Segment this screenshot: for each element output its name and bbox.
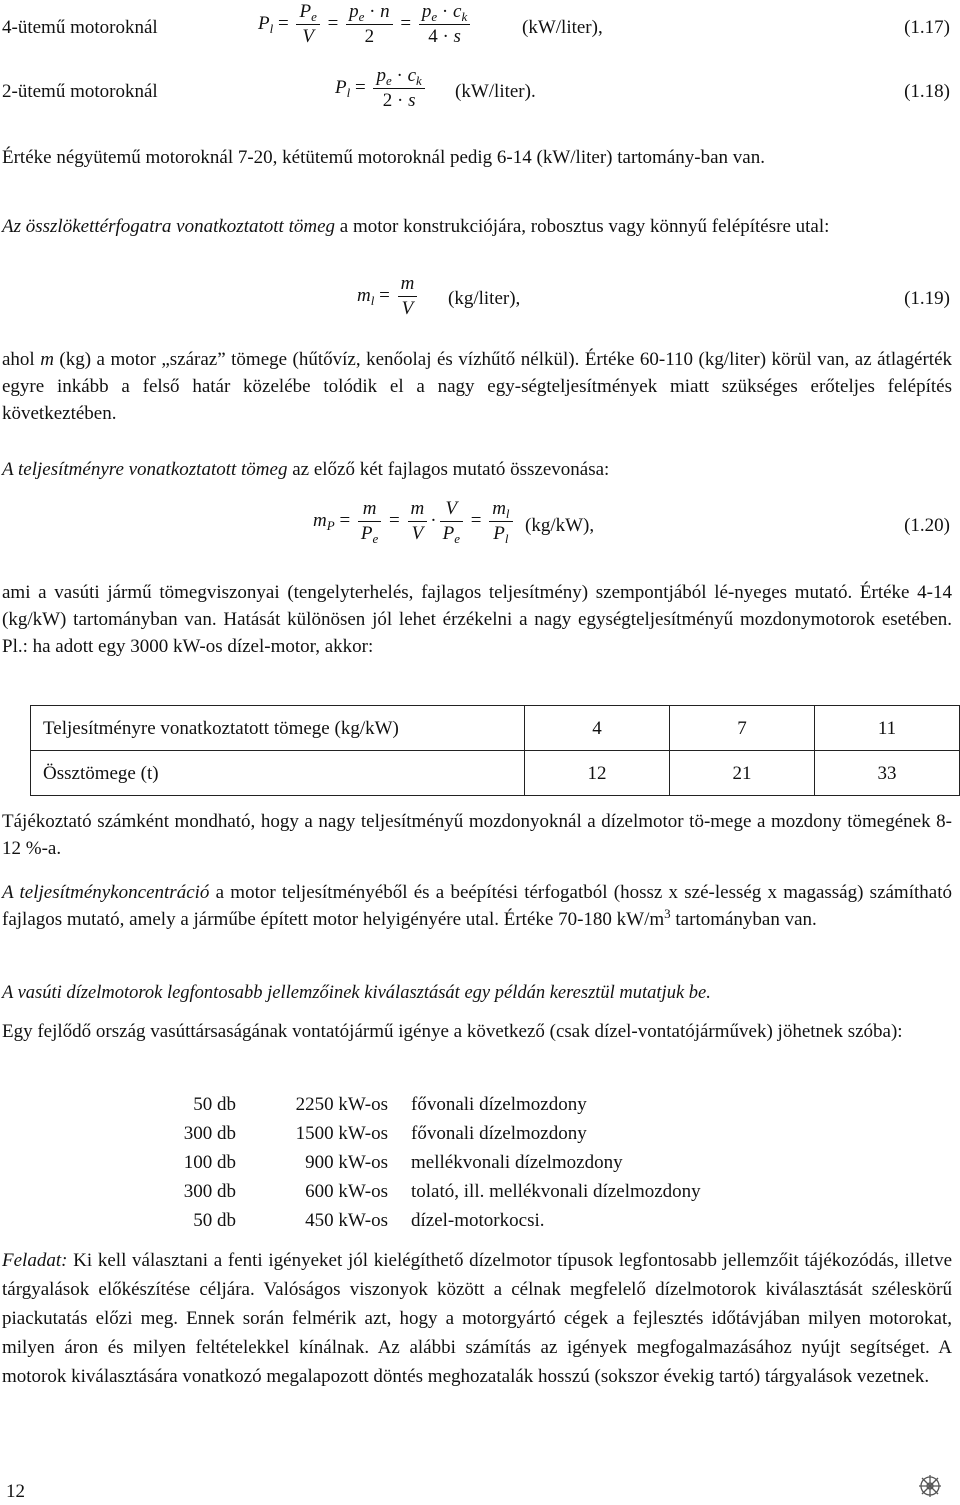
table-row — [31, 706, 960, 751]
paragraph — [2, 1246, 952, 1391]
paragraph: Értéke négyütemű motoroknál 7-20, kétütemű motoroknál pedig 6-14 (kW/liter) tartomány-ban van. — [2, 147, 765, 168]
superscript: 3 — [664, 906, 671, 921]
paragraph-text: Ki kell választani a fenti igényeket jól kielégíthető dízelmotor típusok legfontosabb jellemzőit tájékozódás, illetve tárgyalások előkészítése céljára. Valóságos viszonyok között a célnak megfelelő dízelmotorok kiválasztását széleskörű piackutatás előzi meg. Ennek során felmérik azt, hogy a motorgyártó cégek a fejlesztés időtávjában milyen motorokat, milyen áron és milyen feltételekkel kínálnak. Az alábbi számítás az igények megfogalmazásához nyújt segítséget. A motorok kiválasztására vonatkozó megalapozott döntés meghozatalák hosszú (sokszor évekig tartó) tárgyalások vezetnek. — [2, 1250, 952, 1387]
equation-number: (1.19) — [904, 288, 950, 309]
paragraph — [2, 456, 952, 483]
description: dízel-motorkocsi. — [411, 1210, 545, 1231]
power: 450 kW-os — [305, 1210, 388, 1231]
table-row — [31, 751, 960, 796]
paragraph-text: a motor konstrukciójára, robosztus vagy könnyű felépítésre utal: — [335, 216, 830, 237]
quantity: 100 db — [183, 1152, 236, 1173]
paragraph: ami a vasúti jármű tömegviszonyai (tengelyterhelés, fajlagos teljesítmény) szempontjából lé-nyeges mutató. Értéke 4-14 (kg/kW) tartományban van. Hatását különösen jól lehet érzékelni a nagy egységteljesítményű mozdonymotorok esetében. Pl.: ha adott egy 3000 kW-os dízel-motor, akkor: — [2, 582, 952, 657]
symbol-m: m — [40, 349, 54, 370]
formula-mass-per-power: $m_P$ = $\frac{m}{P_e}$ = $\frac{m}{V}$ · $\frac{V}{P_e}$ = $\frac{m_l}{P_l}$ — [313, 497, 516, 546]
table-cell: 7 — [670, 706, 815, 751]
power: 900 kW-os — [305, 1152, 388, 1173]
demand-list — [150, 1091, 850, 1236]
paragraph — [2, 879, 952, 933]
italic-term: A teljesítményre vonatkoztatott tömeg — [2, 459, 288, 480]
table-cell: 21 — [670, 751, 815, 796]
table-cell: 11 — [815, 706, 960, 751]
italic-term: Feladat: — [2, 1250, 68, 1271]
paragraph-text: (kg) a motor „száraz” tömege (hűtővíz, kenőolaj és vízhűtő nélkül). Értéke 60-110 (kg/liter) körül van, az átlagérték egyre inkább a felső határ közelébe tolódik el a nagy egy-ségteljesítmények miatt szükséges erőteljes felépítés következtében. — [2, 349, 953, 424]
power: 2250 kW-os — [295, 1094, 388, 1115]
equation-unit: (kW/liter). — [455, 81, 536, 102]
equation-number: (1.18) — [904, 81, 950, 102]
list-item — [150, 1178, 850, 1207]
snowflake-ornament-icon — [917, 1473, 943, 1499]
paragraph — [2, 213, 952, 240]
paragraph-text: az előző két fajlagos mutató összevonása: — [287, 459, 610, 480]
description: mellékvonali dízelmozdony — [411, 1152, 623, 1173]
italic-term: A teljesítménykoncentráció — [2, 882, 210, 903]
equation-1-18 — [0, 65, 960, 111]
power: 600 kW-os — [305, 1181, 388, 1202]
power: 1500 kW-os — [295, 1123, 388, 1144]
formula-power-per-liter-2-stroke: $P_l$ = $\frac{p_e \cdot c_k}{2 \cdot s}$ — [335, 64, 428, 113]
equation-unit: (kg/kW), — [525, 515, 595, 536]
italic-term: Az összlökettérfogatra vonatkoztatott tömeg — [2, 216, 336, 237]
quantity: 50 db — [193, 1210, 236, 1231]
quantity: 300 db — [183, 1181, 236, 1202]
description: tolató, ill. mellékvonali dízelmozdony — [411, 1181, 701, 1202]
table-cell: 4 — [525, 706, 670, 751]
formula-power-per-liter-4-stroke: $P_l$ = $\frac{P_e}{V}$ = $\frac{p_e \cdot n}{2}$ = $\frac{p_e \cdot c_k}{4 \cdot s}$ — [258, 0, 473, 49]
equation-number: (1.20) — [904, 515, 950, 536]
paragraph: Egy fejlődő ország vasúttársaságának vontatójármű igénye a következő (csak dízel-vontatójárművek) jöhetnek szóba): — [2, 1021, 903, 1042]
equation-unit: (kg/liter), — [448, 288, 521, 309]
description: fővonali dízelmozdony — [411, 1123, 587, 1144]
table-cell: 12 — [525, 751, 670, 796]
list-item — [150, 1207, 850, 1236]
quantity: 50 db — [193, 1094, 236, 1115]
equation-1-19 — [0, 272, 960, 332]
page-number: 12 — [6, 1481, 25, 1502]
equation-1-17 — [0, 1, 960, 47]
table-cell: 33 — [815, 751, 960, 796]
paragraph-text: ahol — [2, 349, 41, 370]
equation-label: 4-ütemű motoroknál — [2, 17, 158, 38]
equation-label: 2-ütemű motoroknál — [2, 81, 158, 102]
paragraph-text: a motor teljesítményéből és a beépítési térfogatból (hossz x szé-lesség x magasság) számítható fajlagos mutató, amely a járműbe épített motor helyigényére utal. Értéke 70-180 kW/m — [2, 882, 952, 930]
description: fővonali dízelmozdony — [411, 1094, 587, 1115]
quantity: 300 db — [183, 1123, 236, 1144]
table-cell-label: Össztömege (t) — [31, 751, 525, 796]
paragraph — [2, 346, 952, 427]
equation-unit: (kW/liter), — [522, 17, 603, 38]
mass-table — [30, 705, 960, 796]
paragraph: Tájékoztató számként mondható, hogy a nagy teljesítményű mozdonyoknál a dízelmotor tö-mege a mozdony tömegének 8-12 %-a. — [2, 811, 952, 859]
list-item — [150, 1091, 850, 1120]
italic-paragraph: A vasúti dízelmotorok legfontosabb jellemzőinek kiválasztását egy példán keresztül mutatjuk be. — [2, 983, 711, 1003]
formula-mass-per-liter: $m_l$ = $\frac{m}{V}$ — [357, 272, 420, 321]
paragraph-text: tartományban van. — [670, 909, 817, 930]
list-item — [150, 1149, 850, 1178]
equation-number: (1.17) — [904, 17, 950, 38]
table-cell-label: Teljesítményre vonatkoztatott tömege (kg/kW) — [31, 706, 525, 751]
list-item — [150, 1120, 850, 1149]
equation-1-20 — [0, 495, 960, 565]
